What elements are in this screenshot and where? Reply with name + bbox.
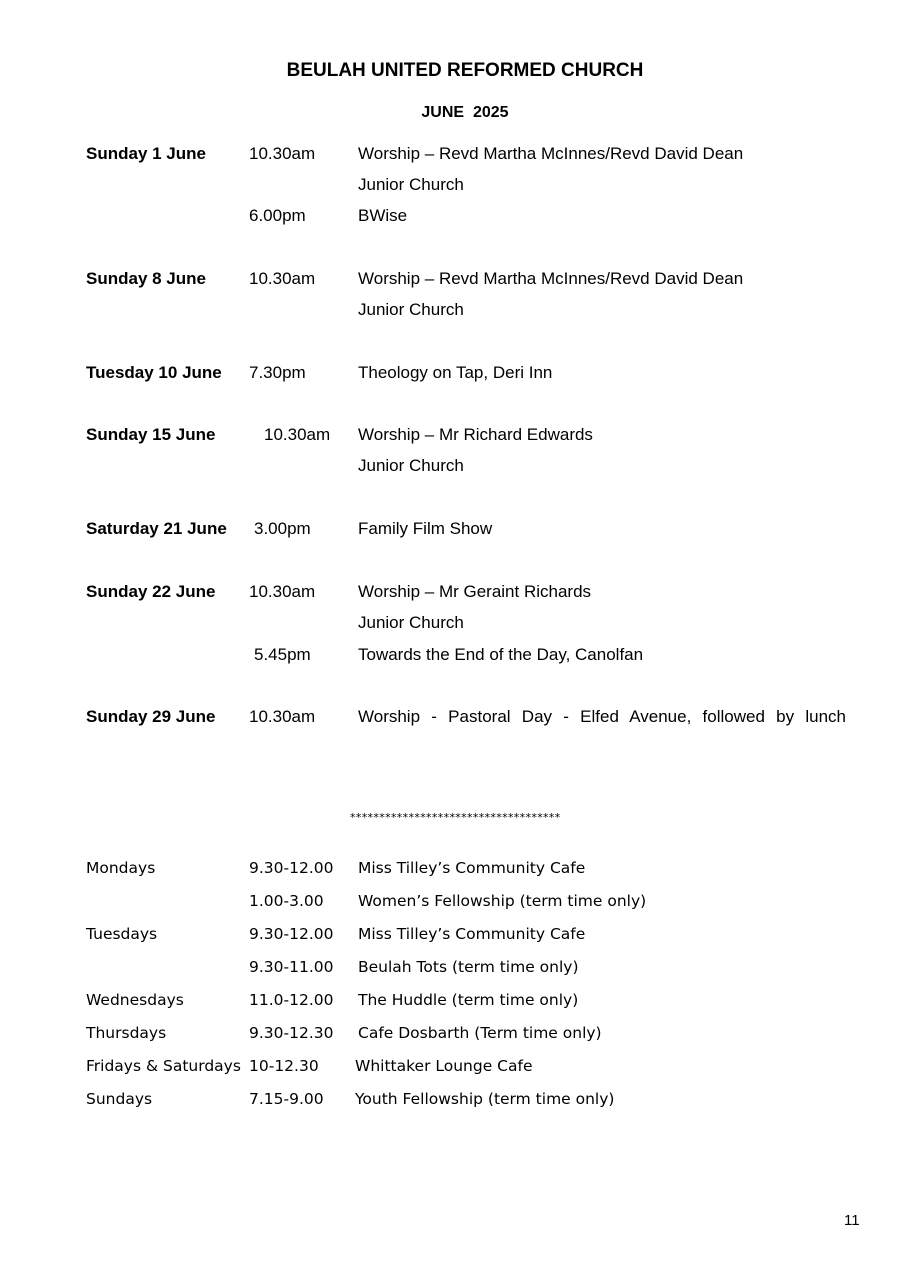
weekly-time: 10-12.30 (249, 1057, 319, 1075)
weekly-time: 9.30-11.00 (249, 958, 334, 976)
event-row (0, 267, 900, 291)
event-row (0, 580, 900, 604)
event-time: 10.30am (249, 582, 316, 601)
weekly-description: Women’s Fellowship (term time only) (358, 892, 647, 910)
weekly-time: 9.30-12.00 (249, 859, 334, 877)
weekly-row (0, 1055, 900, 1077)
event-time: 10.30am (249, 707, 316, 726)
event-time: 10.30am (249, 144, 316, 163)
event-row (0, 361, 900, 385)
event-time: 7.30pm (249, 363, 306, 382)
weekly-time: 9.30-12.30 (249, 1024, 334, 1042)
event-day: Sunday 8 June (86, 269, 206, 288)
weekly-row (0, 857, 900, 879)
weekly-time: 11.0-12.00 (249, 991, 334, 1009)
event-row (0, 517, 900, 541)
event-time: 10.30am (264, 425, 331, 444)
weekly-description: Beulah Tots (term time only) (358, 958, 579, 976)
weekly-description: Cafe Dosbarth (Term time only) (358, 1024, 602, 1042)
weekly-day: Fridays & Saturdays (86, 1057, 241, 1075)
weekly-day: Tuesdays (86, 925, 158, 943)
weekly-row (0, 989, 900, 1011)
event-description: Worship – Mr Richard Edwards (358, 425, 593, 444)
weekly-row (0, 890, 900, 912)
weekly-time: 1.00-3.00 (249, 892, 324, 910)
event-description: Worship – Revd Martha McInnes/Revd David Dean (358, 269, 744, 288)
weekly-row (0, 1088, 900, 1110)
event-description: Worship - Pastoral Day - Elfed Avenue, followed by lunch (358, 707, 846, 726)
weekly-description: Miss Tilley’s Community Cafe (358, 859, 586, 877)
event-row (0, 204, 900, 228)
event-row (0, 643, 900, 667)
event-row (0, 611, 900, 635)
event-day: Saturday 21 June (86, 519, 227, 538)
event-description: Junior Church (358, 300, 464, 319)
event-row (0, 705, 900, 729)
weekly-description: Miss Tilley’s Community Cafe (358, 925, 586, 943)
event-day: Sunday 15 June (86, 425, 216, 444)
event-row (0, 298, 900, 322)
event-time: 6.00pm (249, 206, 306, 225)
weekly-day: Sundays (86, 1090, 153, 1108)
event-row (0, 173, 900, 197)
event-description: Junior Church (358, 456, 464, 475)
event-description: Theology on Tap, Deri Inn (358, 363, 553, 382)
event-day: Sunday 22 June (86, 582, 216, 601)
event-time: 3.00pm (254, 519, 311, 538)
weekly-description: Youth Fellowship (term time only) (355, 1090, 615, 1108)
page-title: BEULAH UNITED REFORMED CHURCH (286, 60, 644, 81)
weekly-day: Mondays (86, 859, 156, 877)
separator: ************************************ (350, 811, 561, 824)
event-row (0, 454, 900, 478)
page-number: 11 (844, 1212, 860, 1229)
event-description: BWise (358, 206, 408, 225)
month-heading: JUNE 2025 (421, 104, 509, 121)
event-time: 5.45pm (254, 645, 311, 664)
event-description: Junior Church (358, 175, 464, 194)
event-day: Tuesday 10 June (86, 363, 222, 382)
event-description: Towards the End of the Day, Canolfan (358, 645, 644, 664)
event-description: Family Film Show (358, 519, 493, 538)
event-description: Worship – Mr Geraint Richards (358, 582, 592, 601)
weekly-day: Wednesdays (86, 991, 184, 1009)
weekly-description: The Huddle (term time only) (358, 991, 579, 1009)
weekly-row (0, 1022, 900, 1044)
weekly-description: Whittaker Lounge Cafe (355, 1057, 533, 1075)
event-row (0, 423, 900, 447)
event-description: Worship – Revd Martha McInnes/Revd David Dean (358, 144, 744, 163)
event-day: Sunday 1 June (86, 144, 206, 163)
weekly-day: Thursdays (86, 1024, 167, 1042)
event-time: 10.30am (249, 269, 316, 288)
weekly-row (0, 923, 900, 945)
event-description: Junior Church (358, 613, 464, 632)
event-row (0, 142, 900, 166)
weekly-time: 7.15-9.00 (249, 1090, 324, 1108)
weekly-row (0, 956, 900, 978)
weekly-time: 9.30-12.00 (249, 925, 334, 943)
event-day: Sunday 29 June (86, 707, 216, 726)
